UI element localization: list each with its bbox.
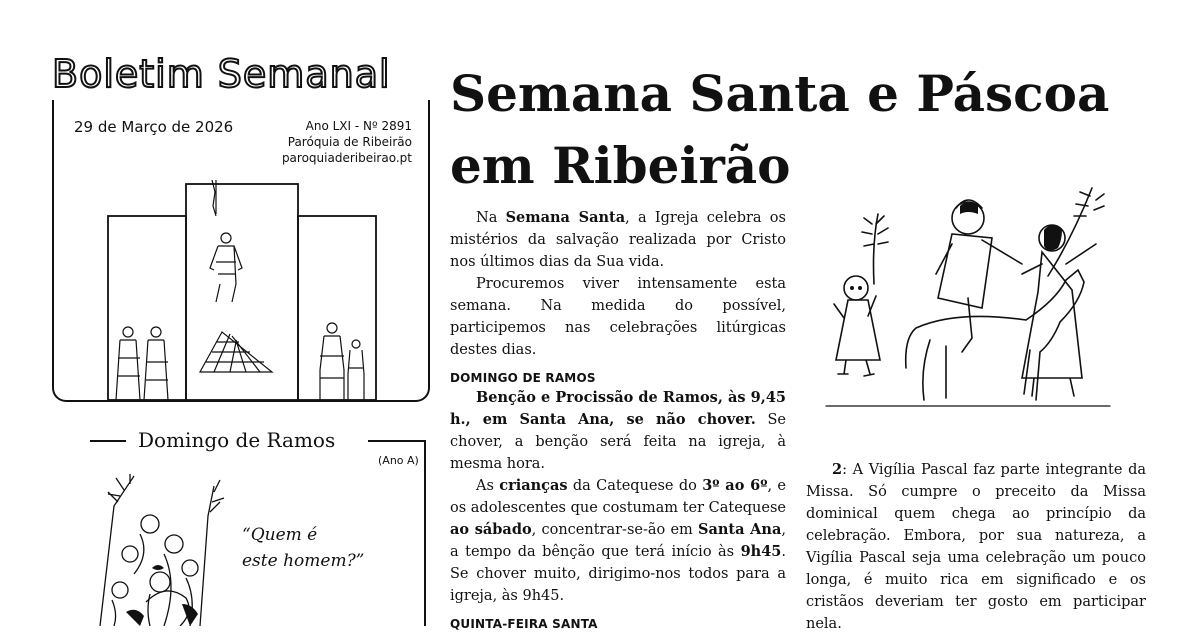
text-bold: crianças — [499, 477, 568, 494]
paragraph: Procuremos viver intensamente esta semana. Na medida do possível, participemos nas celebrações litúrgicas destes dias. — [450, 276, 786, 358]
jesus-entry-illustration — [820, 178, 1120, 418]
paragraph — [450, 207, 786, 273]
headline-line-1: Semana Santa e Páscoa — [450, 64, 1110, 123]
church-facade-illustration — [100, 180, 390, 400]
quote-line-1: “Quem é — [242, 525, 318, 545]
text-bold: 9h45 — [740, 543, 782, 560]
masthead-title: Boletim Semanal — [52, 52, 391, 96]
sidebar-section-header — [90, 428, 426, 452]
text-bold: ao sábado — [450, 521, 532, 538]
text-bold: Benção e Procissão de Ramos, às 9,45 h., em Santa Ana, se não chover. — [450, 389, 786, 428]
text-run: , a tempo da bênção que terá início às — [450, 522, 786, 560]
text-run: , concentrar-se-ão em — [531, 522, 699, 538]
text-run: As — [476, 478, 500, 494]
issue-info — [282, 118, 412, 166]
text-run: . Se chover muito, dirigimo-nos todos para a igreja, às 9h45. — [450, 544, 786, 604]
text-bold: Santa Ana — [698, 521, 782, 538]
text-bold: 2 — [832, 461, 843, 478]
parish-website[interactable]: paroquiaderibeirao.pt — [281, 151, 412, 165]
headline-line-2: em Ribeirão — [450, 136, 791, 195]
text-run: , a Igreja celebra os mistérios da salvação realizada por Cristo nos últimos dias da Sua vida. — [450, 210, 786, 270]
paragraph — [450, 475, 786, 607]
issue-date: 29 de Março de 2026 — [74, 118, 234, 136]
parish-name: Paróquia de Ribeirão — [287, 135, 412, 149]
text-run: da Catequese do — [567, 478, 703, 494]
sidebar-box-border — [424, 440, 426, 626]
gospel-quote — [242, 522, 364, 574]
text-bold: Semana Santa — [505, 209, 626, 226]
article-column-right — [806, 459, 1146, 635]
subheading-domingo-de-ramos: DOMINGO DE RAMOS — [450, 371, 596, 385]
paragraph — [450, 387, 786, 475]
subheading-quinta-feira-santa: QUINTA-FEIRA SANTA — [450, 617, 598, 631]
text-run: Se chover, a benção será feita na igreja, à mesma hora. — [450, 412, 787, 472]
paragraph — [806, 459, 1146, 635]
header-rule-left — [90, 440, 126, 442]
header-rule-right — [368, 440, 426, 442]
sidebar-section-title: Domingo de Ramos — [138, 428, 336, 452]
text-run: Na — [476, 210, 506, 226]
text-run: : A Vigília Pascal faz parte integrante da Missa. Só cumpre o preceito da Missa dominical quem chega ao princípio da celebração. Embora, por sua natureza, a Vigília Pascal seja uma celebração um pouco longa, é muito rica em significado e os cristãos deveriam ter gosto em participar nela. — [806, 462, 1146, 632]
issue-number: Ano LXI - Nº 2891 — [305, 119, 412, 133]
text-bold: 3º ao 6º — [702, 477, 768, 494]
text-run: , e os adolescentes que costumam ter Catequese — [450, 478, 786, 516]
article-column-middle — [450, 207, 786, 633]
quote-line-2: este homem?” — [242, 551, 365, 571]
palm-sunday-illustration — [90, 472, 230, 626]
liturgical-year-label: (Ano A) — [378, 454, 419, 467]
